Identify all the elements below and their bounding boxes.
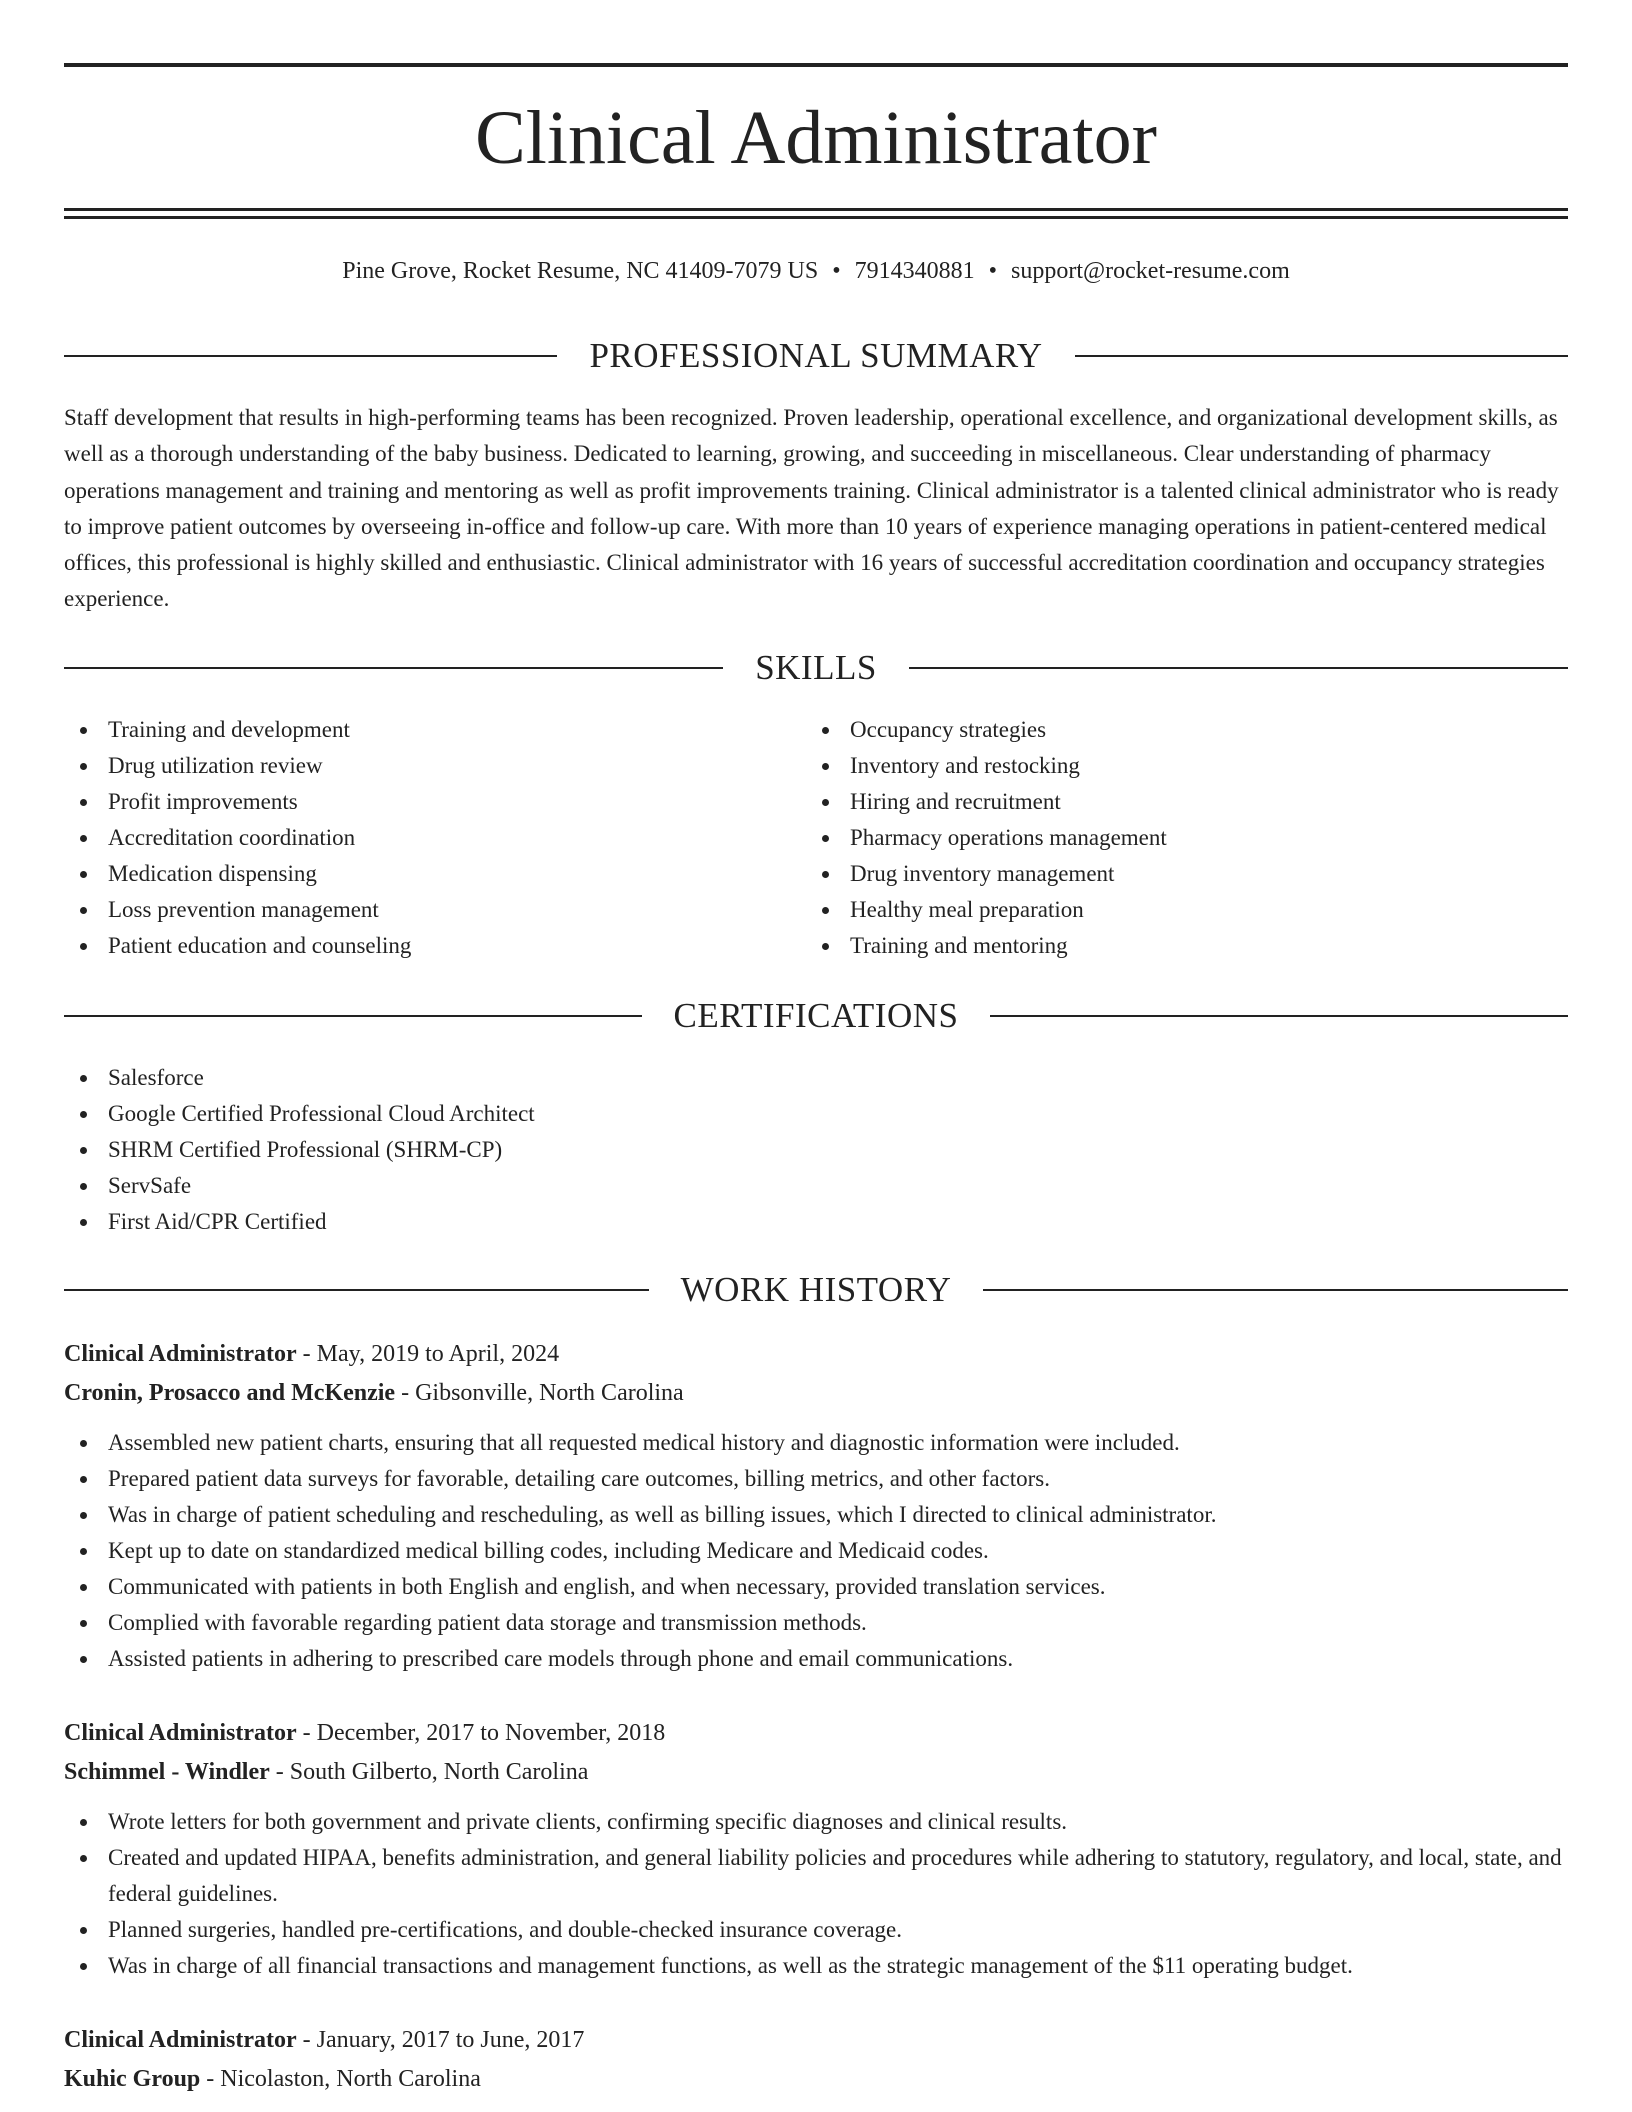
- job-title-line: [64, 1714, 1568, 1753]
- summary-paragraph: Staff development that results in high-performing teams has been recognized. Proven leadership, operational excellence, and organizational development skills, as well as a thorough understanding of the baby business. Dedicated to learning, growing, and succeeding in miscellaneous. Clear understanding of pharmacy operations management and training and mentoring as well as profit improvements training. Clinical administrator is a talented clinical administrator who is ready to improve patient outcomes by overseeing in-office and follow-up care. With more than 10 years of experience managing operations in patient-centered medical offices, this professional is highly skilled and enthusiastic. Clinical administrator with 16 years of successful accreditation coordination and occupancy strategies experience.: [64, 405, 1559, 612]
- section-heading-work-history: [64, 1268, 1568, 1312]
- job-entry: [64, 1335, 1568, 1677]
- double-rule-lower: [64, 216, 1568, 219]
- skill-item: Loss prevention management: [64, 892, 764, 928]
- skill-item: Occupancy strategies: [806, 712, 1506, 748]
- job-bullets: [64, 1425, 1568, 1677]
- job-company-line: [64, 2060, 1568, 2099]
- job-bullet: Prepared patient data surveys for favorable, detailing care outcomes, billing metrics, and other factors.: [64, 1461, 1568, 1497]
- section-title: SKILLS: [755, 648, 877, 687]
- section-title: WORK HISTORY: [680, 1270, 952, 1309]
- skills-list-left: [64, 712, 764, 964]
- section-title: PROFESSIONAL SUMMARY: [589, 336, 1043, 375]
- job-dates: - May, 2019 to April, 2024: [296, 1341, 560, 1367]
- job-bullet: Was in charge of patient scheduling and rescheduling, as well as billing issues, which I directed to clinical administrator.: [64, 1497, 1568, 1533]
- job-bullet: Communicated with patients in both English and english, and when necessary, provided translation services.: [64, 1569, 1568, 1605]
- job-location: - Gibsonville, North Carolina: [395, 1380, 684, 1406]
- job-title: Clinical Administrator: [64, 1341, 297, 1367]
- job-title-line: [64, 2021, 1568, 2060]
- skill-item: Drug utilization review: [64, 748, 764, 784]
- section-heading-skills: [64, 646, 1568, 690]
- contact-phone: 7914340881: [854, 258, 975, 284]
- job-company: Kuhic Group: [64, 2066, 201, 2092]
- skill-item: Patient education and counseling: [64, 928, 764, 964]
- job-dates: - December, 2017 to November, 2018: [296, 1720, 666, 1746]
- job-bullet: Planned surgeries, handled pre-certifications, and double-checked insurance coverage.: [64, 1912, 1568, 1948]
- job-title-line: [64, 1335, 1568, 1374]
- skills-list-right: [806, 712, 1506, 964]
- contact-email: support@rocket-resume.com: [1011, 258, 1290, 284]
- skill-item: Training and mentoring: [806, 928, 1506, 964]
- job-entry: [64, 2021, 1568, 2099]
- contact-line: [64, 254, 1568, 288]
- heading-rule-left: [64, 355, 557, 357]
- job-title: Clinical Administrator: [64, 1720, 297, 1746]
- contact-separator: •: [988, 258, 998, 284]
- job-location: - Nicolaston, North Carolina: [200, 2066, 481, 2092]
- job-bullet: Complied with favorable regarding patient data storage and transmission methods.: [64, 1605, 1568, 1641]
- certifications-list: [64, 1060, 1064, 1240]
- skill-item: Pharmacy operations management: [806, 820, 1506, 856]
- certification-item: Google Certified Professional Cloud Architect: [64, 1096, 1064, 1132]
- top-rule: [64, 63, 1568, 67]
- job-bullet: Wrote letters for both government and private clients, confirming specific diagnoses and clinical results.: [64, 1804, 1568, 1840]
- job-bullet: Created and updated HIPAA, benefits administration, and general liability policies and procedures while adhering to statutory, regulatory, and local, state, and federal guidelines.: [64, 1840, 1568, 1912]
- heading-rule-right: [909, 667, 1568, 669]
- skill-item: Medication dispensing: [64, 856, 764, 892]
- job-entry: [64, 1714, 1568, 1984]
- contact-separator: •: [832, 258, 841, 284]
- job-bullet: Assembled new patient charts, ensuring that all requested medical history and diagnostic information were included.: [64, 1425, 1568, 1461]
- job-company-line: [64, 1374, 1568, 1413]
- job-company: Schimmel - Windler: [64, 1759, 270, 1785]
- job-bullets: [64, 1804, 1568, 1984]
- resume-name: Clinical Administrator: [475, 96, 1157, 180]
- job-location: - South Gilberto, North Carolina: [269, 1759, 589, 1785]
- heading-rule-right: [1075, 355, 1568, 357]
- certification-item: First Aid/CPR Certified: [64, 1204, 1064, 1240]
- heading-rule-left: [64, 1289, 649, 1291]
- section-heading-certifications: [64, 994, 1568, 1038]
- certification-item: Salesforce: [64, 1060, 1064, 1096]
- job-bullet: Assisted patients in adhering to prescribed care models through phone and email communications.: [64, 1641, 1568, 1677]
- certification-item: ServSafe: [64, 1168, 1064, 1204]
- job-bullet: Was in charge of all financial transactions and management functions, as well as the strategic management of the $11 operating budget.: [64, 1948, 1568, 1984]
- contact-address: Pine Grove, Rocket Resume, NC 41409-7079 US: [342, 258, 819, 284]
- job-company: Cronin, Prosacco and McKenzie: [64, 1380, 396, 1406]
- job-dates: - January, 2017 to June, 2017: [296, 2027, 585, 2053]
- skill-item: Healthy meal preparation: [806, 892, 1506, 928]
- section-heading-summary: [64, 334, 1568, 378]
- double-rule-upper: [64, 208, 1568, 211]
- heading-rule-left: [64, 667, 723, 669]
- certification-item: SHRM Certified Professional (SHRM-CP): [64, 1132, 1064, 1168]
- job-bullet: Kept up to date on standardized medical billing codes, including Medicare and Medicaid codes.: [64, 1533, 1568, 1569]
- skill-item: Inventory and restocking: [806, 748, 1506, 784]
- heading-rule-right: [990, 1015, 1568, 1017]
- skill-item: Accreditation coordination: [64, 820, 764, 856]
- skill-item: Profit improvements: [64, 784, 764, 820]
- skill-item: Hiring and recruitment: [806, 784, 1506, 820]
- section-title: CERTIFICATIONS: [673, 996, 959, 1035]
- skill-item: Training and development: [64, 712, 764, 748]
- heading-rule-left: [64, 1015, 642, 1017]
- skill-item: Drug inventory management: [806, 856, 1506, 892]
- heading-rule-right: [983, 1289, 1568, 1291]
- job-company-line: [64, 1753, 1568, 1792]
- job-title: Clinical Administrator: [64, 2027, 297, 2053]
